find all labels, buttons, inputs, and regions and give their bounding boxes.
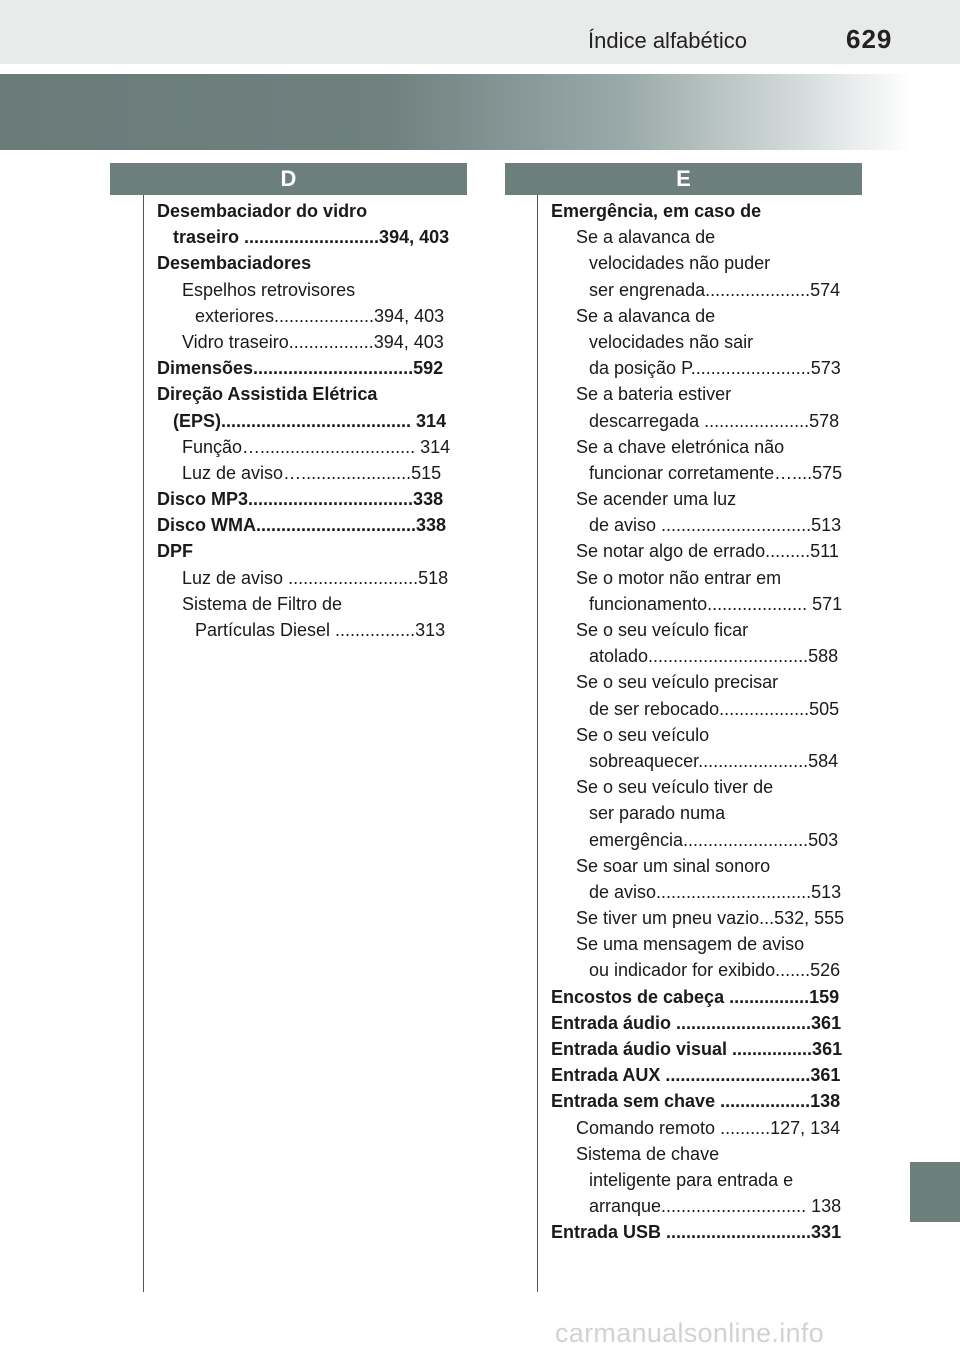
index-entry: Se o seu veículo ficar: [576, 620, 749, 640]
index-entry: Vidro traseiro.................394, 403: [182, 331, 444, 352]
index-entry: Desembaciador do vidro: [157, 201, 368, 221]
index-entry: Se a alavanca de: [576, 227, 716, 248]
index-entry: atolado................................588: [589, 646, 839, 667]
header-title: Índice alfabético: [588, 28, 747, 53]
index-entry: Emergência, em caso de: [551, 201, 762, 221]
index-entry: Luz de aviso ..........................518: [182, 567, 449, 588]
index-entry: funcionamento.................... 571: [589, 593, 843, 614]
index-entry: da posição P........................573: [589, 358, 841, 379]
page-header-bar: [0, 0, 960, 64]
index-entry: Encostos de cabeça ................159: [551, 986, 840, 1007]
index-entry: traseiro ...........................394, 403: [173, 227, 450, 248]
index-entry: Se a alavanca de: [576, 305, 716, 326]
index-entry: Espelhos retrovisores: [182, 279, 356, 300]
decorative-banner: [0, 74, 960, 150]
index-entry: Entrada sem chave ..................138: [551, 1091, 841, 1112]
index-entry: descarregada .....................578: [589, 410, 840, 431]
column-rule-e: [537, 195, 538, 1292]
index-entry: de aviso ..............................513: [589, 515, 842, 536]
index-entry: (EPS)...................................... 314: [173, 410, 447, 431]
section-header-d: D: [110, 163, 467, 195]
index-entry: de aviso...............................513: [589, 881, 842, 902]
index-entry: Entrada áudio visual ................361: [551, 1039, 843, 1059]
page-number: 629: [846, 24, 893, 54]
index-entry: Dimensões................................592: [157, 358, 444, 379]
index-entry: Sistema de chave: [576, 1143, 720, 1164]
chapter-thumb-tab: [910, 1162, 960, 1222]
index-entry: Entrada AUX .............................361: [551, 1065, 841, 1086]
index-entry: Função…............................... 314: [182, 436, 451, 457]
index-column-e: [551, 198, 862, 1246]
index-entry: Luz de aviso…......................515: [182, 462, 442, 483]
index-entry: velocidades não sair: [589, 331, 754, 352]
index-entry: exteriores....................394, 403: [195, 305, 445, 326]
index-entry: Se o motor não entrar em: [576, 567, 782, 588]
index-entry: Entrada USB .............................331: [551, 1222, 842, 1243]
index-column-d: [157, 198, 467, 643]
index-entry: arranque............................. 138: [589, 1196, 842, 1217]
index-entry: Se uma mensagem de aviso: [576, 934, 805, 955]
index-entry: funcionar corretamente…....575: [589, 462, 843, 483]
index-entry: Se o seu veículo: [576, 724, 710, 745]
index-entry: emergência.........................503: [589, 829, 839, 850]
index-entry: Partículas Diesel ................313: [195, 620, 446, 640]
index-entry: Se soar um sinal sonoro: [576, 855, 771, 876]
index-entry: Se notar algo de errado.........511: [576, 541, 839, 562]
index-entry: Direção Assistida Elétrica: [157, 384, 378, 405]
index-entry: ser parado numa: [589, 803, 726, 824]
index-entry: sobreaquecer......................584: [589, 750, 839, 771]
index-entry: inteligente para entrada e: [589, 1169, 794, 1190]
index-entry: Sistema de Filtro de: [182, 593, 343, 614]
column-rule-d: [143, 195, 144, 1292]
index-entry: ou indicador for exibido.......526: [589, 960, 841, 981]
index-entry: Se a chave eletrónica não: [576, 436, 785, 457]
index-entry: Comando remoto ..........127, 134: [576, 1117, 841, 1138]
index-entry: Desembaciadores: [157, 253, 312, 274]
index-entry: Se o seu veículo precisar: [576, 672, 779, 693]
index-entry: Se a bateria estiver: [576, 384, 732, 405]
index-entry: velocidades não puder: [589, 253, 771, 274]
index-entry: DPF: [157, 541, 193, 562]
index-entry: Disco WMA................................338: [157, 515, 447, 536]
index-entry: Se tiver um pneu vazio...532, 555: [576, 908, 845, 929]
section-header-e: E: [505, 163, 862, 195]
index-entry: Se o seu veículo tiver de: [576, 777, 774, 798]
watermark: carmanualsonline.info: [555, 1318, 824, 1348]
index-entry: ser engrenada.....................574: [589, 279, 841, 300]
index-entry: Entrada áudio ...........................361: [551, 1012, 842, 1033]
index-entry: Disco MP3.................................338: [157, 489, 444, 510]
index-entry: Se acender uma luz: [576, 489, 737, 510]
index-entry: de ser rebocado..................505: [589, 698, 840, 719]
